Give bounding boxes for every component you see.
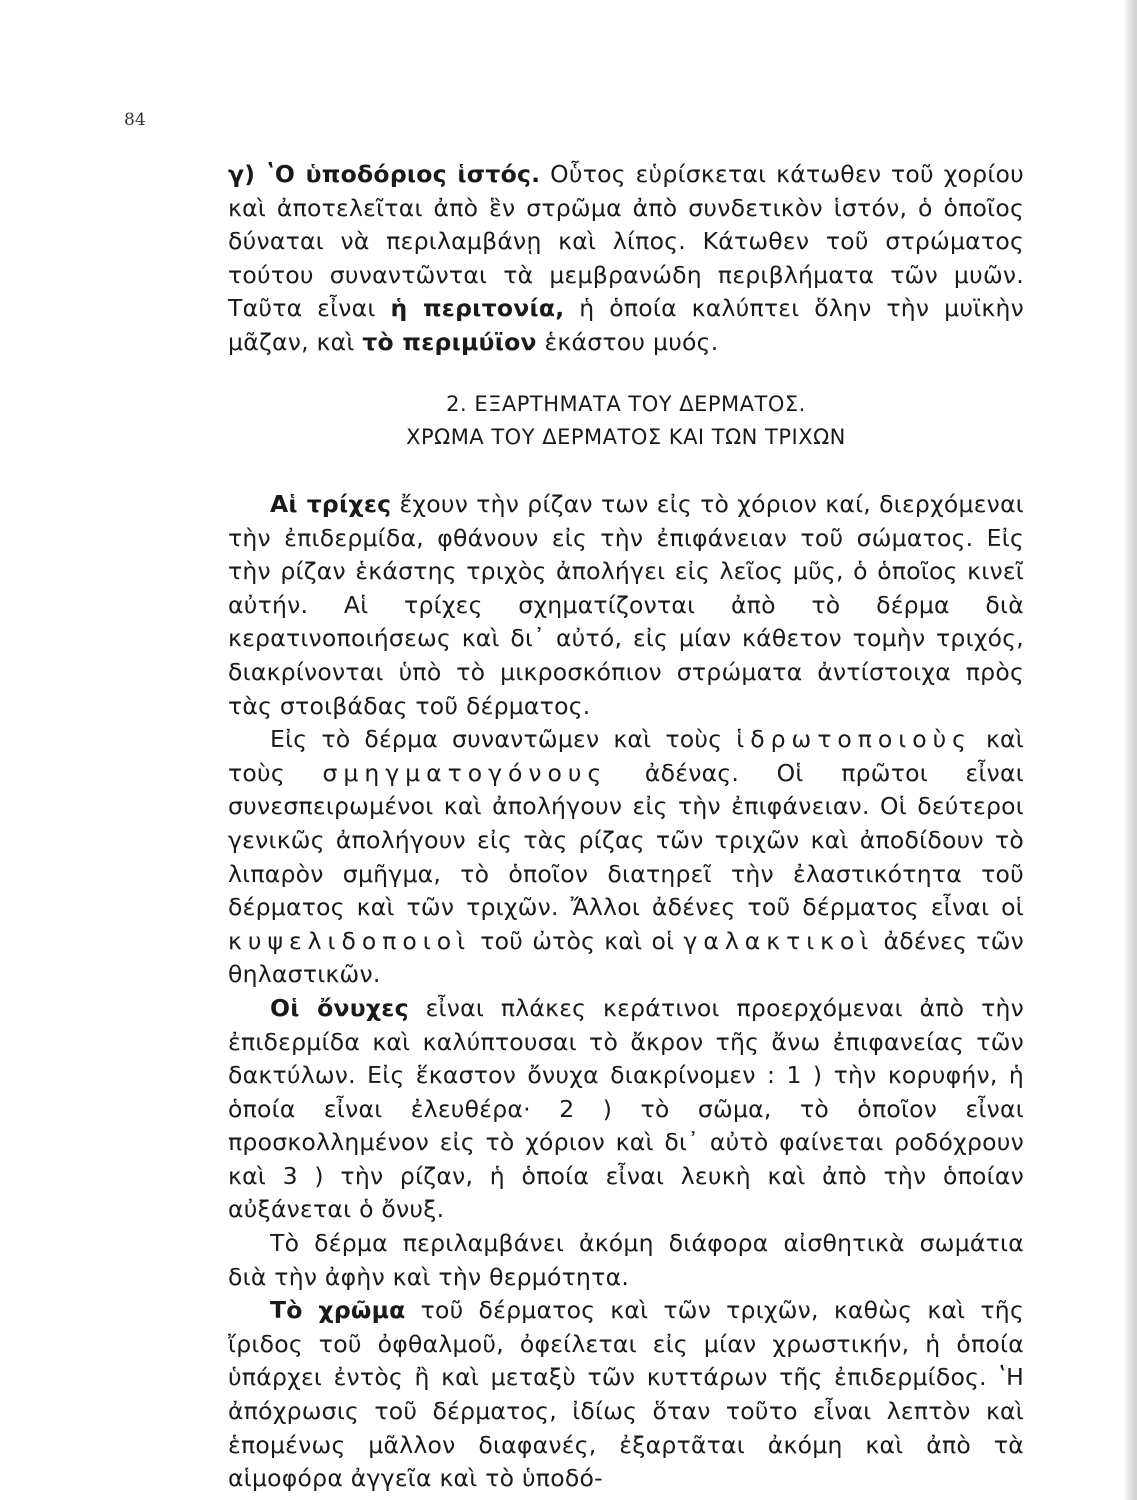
section-title: γ) ʽΟ ὑποδόριος ἱστός. bbox=[228, 160, 541, 188]
term-nails: Οἱ ὄνυχες bbox=[270, 993, 409, 1022]
page-number: 84 bbox=[124, 110, 146, 130]
main-body bbox=[228, 488, 1024, 1496]
paragraph-text: εἶναι πλάκες κεράτινοι προερχόμεναι ἀπὸ τὴν ἐπιδερμίδα καὶ καλύπτουσαι τὸ ἄκρον τῆς ἄνω ἐπιφανείας τῶν δακτύλων. Εἰς ἕκαστον ὄνυχα διακρίνομεν : 1 ) τὴν κορυφήν, ἡ ὁποία εἶναι ἐλευθέρα· 2 ) τὸ σῶμα, τὸ ὁποῖον εἶναι προσκολλημένον εἰς τὸ χόριον καὶ δι᾽ αὐτὸ φαίνεται ροδόχρουν καὶ 3 ) τὴν ρίζαν, ἡ ὁποία εἶναι λευκὴ καὶ ἀπὸ τὴν ὁποίαν αὐξάνεται ὁ ὄνυξ. bbox=[228, 993, 1024, 1224]
paragraph-subcutaneous bbox=[228, 158, 1024, 360]
paragraph-text: τοῦ ὠτὸς καὶ οἱ bbox=[471, 926, 684, 955]
paragraph-text: ἔχουν τὴν ρίζαν των εἰς τὸ χόριον καί, διερχόμεναι τὴν ἐπιδερμίδα, φθάνουν εἰς τὴν ἐπιφάνειαν τοῦ σώματος. Εἰς τὴν ρίζαν ἑκάστης τριχὸς ἀπολήγει εἰς λεῖος μῦς, ὁ ὁποῖος κινεῖ αὐτήν. Αἱ τρίχες σχηματίζονται ἀπὸ τὸ δέρμα διὰ κερατινοποιήσεως καὶ δι᾽ αὐτό, εἰς μίαν κάθετον τομὴν τριχός, διακρίνονται ὑπὸ τὸ μικροσκόπιον στρώματα ἀντίστοιχα πρὸς τὰς στοιβάδας τοῦ δέρματος. bbox=[228, 490, 1025, 720]
paragraph-glands bbox=[228, 723, 1024, 992]
paragraph-text: ἀδένες τῶν θηλαστικῶν. bbox=[228, 926, 1024, 989]
paragraph-text: τοῦ δέρματος καὶ τῶν τριχῶν, καθὼς καὶ τῆς ἴριδος τοῦ ὀφθαλμοῦ, ὀφείλεται εἰς μίαν χρωστικήν, ἡ ὁποία ὑπάρχει ἐντὸς ἢ καὶ μεταξὺ τῶν κυττάρων τῆς ἐπιδερμίδος. ʽΗ ἀπόχρωσις τοῦ δέρματος, ἰδίως ὅταν τοῦτο εἶναι λεπτὸν καὶ ἑπομένως μᾶλλον διαφανές, ἐξαρτᾶται ἀκόμη καὶ ἀπὸ τὰ αἱμοφόρα ἀγγεῖα καὶ τὸ ὑποδό- bbox=[228, 1296, 1024, 1493]
term-ear-glands: κυψελιδοποιοὶ bbox=[228, 926, 472, 955]
paragraph-nails bbox=[228, 992, 1024, 1227]
paragraph-hair bbox=[228, 488, 1024, 723]
term-peritonia: ἡ περιτονία, bbox=[390, 294, 565, 323]
term-milk-glands: γαλακτικοὶ bbox=[683, 926, 875, 955]
term-sebaceous-glands: σμηγματογόνους bbox=[322, 758, 608, 787]
paragraph-text: Τὸ δέρμα περιλαμβάνει ἀκόμη διάφορα αἰσθητικὰ σωμάτια διὰ τὴν ἀφὴν καὶ τὴν θερμότητα. bbox=[228, 1229, 1024, 1291]
paragraph-text: Οὗτος εὑρίσκεται κάτωθεν τοῦ χορίου καὶ ἀποτελεῖται ἀπὸ ἓν στρῶμα ἀπὸ συνδετικὸν ἱστόν, ὁ ὁποῖος δύναται νὰ περιλαμβάνῃ καὶ λίπος. Κάτωθεν τοῦ στρώματος τούτου συναντῶνται τὰ μεμβρανώδη περιβλήματα τῶν μυῶν. Ταῦτα εἶναι bbox=[228, 160, 1024, 323]
paragraph-text: ἑκάστου μυός. bbox=[536, 327, 719, 356]
paragraph-senses bbox=[228, 1227, 1024, 1294]
paragraph-text: καὶ τοὺς bbox=[228, 725, 1024, 787]
term-sweat-glands: ἱδρωτοποιοὺς bbox=[736, 725, 972, 754]
term-color: Τὸ χρῶμα bbox=[270, 1296, 406, 1325]
paragraph-text: Εἰς τὸ δέρμα συναντῶμεν καὶ τοὺς bbox=[270, 725, 737, 754]
paragraph-text: ἡ ὁποία καλύπτει ὅλην τὴν μυϊκὴν μᾶζαν, καὶ bbox=[228, 294, 1024, 356]
section-subcutaneous bbox=[228, 158, 1024, 360]
paragraph-color bbox=[228, 1294, 1024, 1496]
term-perimyion: τὸ περιμύϊον bbox=[362, 327, 537, 356]
heading-line-1: 2. ΕΞΑΡΤΗΜΑΤΑ ΤΟΥ ΔΕΡΜΑΤΟΣ. bbox=[446, 392, 806, 416]
heading-line-2: ΧΡΩΜΑ ΤΟΥ ΔΕΡΜΑΤΟΣ ΚΑΙ ΤΩΝ ΤΡΙΧΩΝ bbox=[406, 425, 846, 449]
chapter-heading bbox=[228, 388, 1024, 454]
term-hair: Αἱ τρίχες bbox=[270, 490, 392, 518]
paragraph-text: ἀδένας. Οἱ πρῶτοι εἶναι συνεσπειρωμένοι καὶ ἀπολήγουν εἰς τὴν ἐπιφάνειαν. Οἱ δεύτεροι γενικῶς ἀπολήγουν εἰς τὰς ρίζας τῶν τριχῶν καὶ ἀποδίδουν τὸ λιπαρὸν σμῆγμα, τὸ ὁποῖον διατηρεῖ τὴν ἐλαστικότητα τοῦ δέρματος καὶ τῶν τριχῶν. Ἄλλοι ἀδένες τοῦ δέρματος εἶναι οἱ bbox=[228, 758, 1025, 922]
page-edge bbox=[1125, 0, 1137, 1500]
